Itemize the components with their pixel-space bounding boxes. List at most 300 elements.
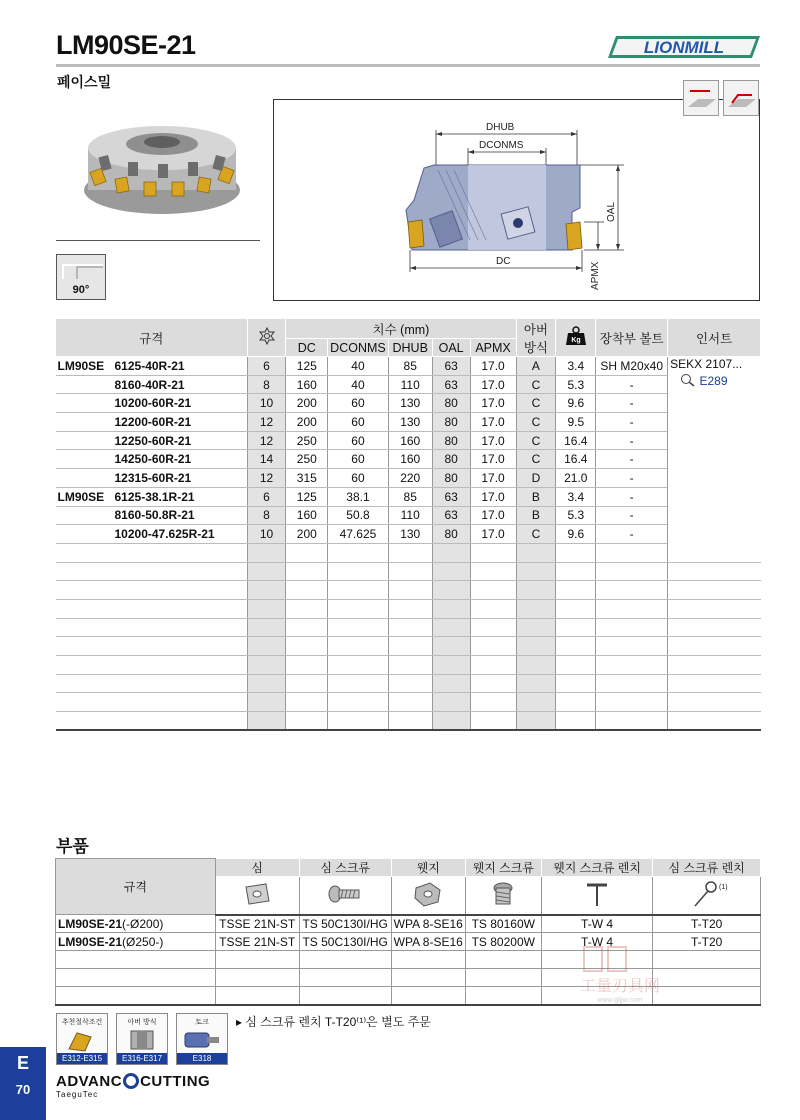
arbor-cell: C: [516, 450, 556, 469]
table-row: [56, 674, 761, 693]
kg-cell: 3.4: [556, 487, 596, 506]
apmx-cell: [470, 637, 516, 656]
oal-cell: [432, 712, 470, 731]
dconms-cell: [328, 712, 389, 731]
magnifier-icon: [680, 373, 696, 387]
oal-cell: [432, 674, 470, 693]
dhub-cell: [388, 618, 432, 637]
z-cell: [247, 599, 286, 618]
bolt-cell: -: [596, 525, 668, 544]
header-insert: 인서트: [668, 319, 761, 357]
designation-prefix: LM90SE: [57, 358, 105, 373]
designation-cell: [56, 712, 248, 731]
table-row: [56, 656, 761, 675]
designation-cell: [56, 413, 248, 432]
apmx-cell: [470, 599, 516, 618]
arbor-cell: C: [516, 394, 556, 413]
dhub-cell: [388, 656, 432, 675]
oal-cell: [432, 543, 470, 562]
oal-cell: 80: [432, 394, 470, 413]
dc-cell: 160: [286, 506, 328, 525]
insert-cell-empty: [668, 712, 761, 731]
insert-cell-empty: [668, 618, 761, 637]
bolt-cell: [596, 637, 668, 656]
wedge-cell: [391, 987, 465, 1005]
svg-text:(1): (1): [718, 883, 728, 891]
parts-header-shim-screw: 심 스크류: [299, 859, 391, 877]
oal-cell: 63: [432, 506, 470, 525]
dhub-cell: 85: [388, 487, 432, 506]
designation-cell: [56, 637, 248, 656]
designation-code: 8160-50.8R-21: [114, 508, 195, 523]
header-apmx: APMX: [470, 339, 516, 357]
dc-cell: 125: [286, 357, 328, 376]
parts-designation-cell: [56, 951, 216, 969]
watermark-logo: [540, 945, 700, 1005]
badge-label: 추천절삭조건: [61, 1019, 103, 1026]
z-cell: 6: [247, 357, 286, 376]
arbor-cell: [516, 599, 556, 618]
parts-designation-cell: [56, 915, 216, 933]
parts-header-designation: 규격: [56, 859, 216, 915]
oal-cell: 80: [432, 413, 470, 432]
parts-name: LM90SE-21: [58, 934, 123, 949]
arbor-cell: C: [516, 431, 556, 450]
dconms-cell: 47.625: [328, 525, 389, 544]
parts-header-shim: 심: [215, 859, 299, 877]
kg-cell: 16.4: [556, 450, 596, 469]
shim-screw-cell: TS 50C130I/HG: [299, 933, 391, 951]
z-cell: [247, 712, 286, 731]
badge-ref: E318: [177, 1053, 227, 1064]
designation-cell: [56, 431, 248, 450]
dhub-cell: [388, 562, 432, 581]
z-cell: [247, 543, 286, 562]
dconms-cell: 40: [328, 357, 389, 376]
shim-wrench-cell: T-T20: [653, 915, 761, 933]
kg-cell: [556, 562, 596, 581]
table-row: [56, 637, 761, 656]
footer-brand: [56, 1073, 210, 1099]
wedge-screw-cell: TS 80160W: [465, 915, 541, 933]
page-title: LM90SE-21: [56, 30, 196, 60]
dhub-cell: [388, 637, 432, 656]
designation-cell: [56, 525, 248, 544]
dconms-cell: [328, 562, 389, 581]
dc-cell: 200: [286, 413, 328, 432]
bolt-cell: [596, 693, 668, 712]
arbor-icon: [117, 1027, 167, 1053]
badge-label: 토크: [195, 1019, 209, 1026]
apmx-cell: 17.0: [470, 394, 516, 413]
shim-cell: [215, 969, 299, 987]
designation-cell: [56, 450, 248, 469]
t-wrench-icon: [541, 877, 653, 915]
oal-cell: [432, 618, 470, 637]
page-subtitle: 페이스밀: [57, 74, 112, 90]
designation-cell: [56, 506, 248, 525]
designation-cell: [56, 674, 248, 693]
dhub-cell: [388, 674, 432, 693]
insert-cell-empty: [668, 599, 761, 618]
dhub-cell: 110: [388, 375, 432, 394]
bolt-cell: -: [596, 469, 668, 488]
bolt-cell: -: [596, 413, 668, 432]
z-cell: [247, 656, 286, 675]
parts-range: (Ø250-): [122, 934, 164, 949]
shim-cell: [215, 951, 299, 969]
oal-cell: 63: [432, 487, 470, 506]
wedge-screw-cell: [465, 969, 541, 987]
insert-name: SEKX 2107...: [670, 357, 743, 371]
apmx-cell: [470, 618, 516, 637]
shim-screw-icon: [299, 877, 391, 915]
header-dimensions: 치수 (mm): [286, 319, 516, 339]
dconms-cell: 60: [328, 394, 389, 413]
parts-designation-cell: [56, 933, 216, 951]
designation-cell: [56, 656, 248, 675]
dconms-cell: [328, 599, 389, 618]
table-row: [56, 375, 761, 394]
shim-cell: [215, 987, 299, 1005]
kg-cell: 9.5: [556, 413, 596, 432]
dhub-cell: 130: [388, 394, 432, 413]
insert-cell: [668, 357, 761, 544]
arbor-cell: [516, 562, 556, 581]
kg-cell: [556, 712, 596, 731]
dc-cell: [286, 637, 328, 656]
dc-cell: [286, 693, 328, 712]
arbor-cell: B: [516, 487, 556, 506]
dc-cell: [286, 581, 328, 600]
designation-code: 6125-40R-21: [114, 358, 185, 373]
header-dc: DC: [286, 339, 328, 357]
oal-cell: [432, 599, 470, 618]
table-row: [56, 394, 761, 413]
dhub-cell: [388, 543, 432, 562]
oal-cell: 63: [432, 375, 470, 394]
insert-cell-empty: [668, 562, 761, 581]
bolt-cell: [596, 543, 668, 562]
bolt-cell: -: [596, 394, 668, 413]
dc-cell: [286, 656, 328, 675]
parts-row: [56, 915, 761, 933]
oal-cell: [432, 693, 470, 712]
kg-cell: [556, 693, 596, 712]
designation-cell: [56, 581, 248, 600]
insert-cell-empty: [668, 543, 761, 562]
dc-cell: [286, 618, 328, 637]
dconms-cell: 60: [328, 413, 389, 432]
parts-designation-cell: [56, 969, 216, 987]
dim-apmx-label: APMX: [590, 261, 601, 290]
dhub-cell: [388, 599, 432, 618]
apmx-cell: 17.0: [470, 357, 516, 376]
dim-dc-label: DC: [496, 256, 511, 267]
header-mounting-bolt: 장착부 볼트: [596, 319, 668, 357]
header-dhub: DHUB: [388, 339, 432, 357]
designation-code: 6125-38.1R-21: [114, 489, 195, 504]
table-row: [56, 450, 761, 469]
wedge-cell: WPA 8-SE16: [391, 915, 465, 933]
designation-cell: [56, 618, 248, 637]
dconms-cell: 60: [328, 431, 389, 450]
designation-cell: [56, 562, 248, 581]
cutting-conditions-icon: [57, 1027, 107, 1053]
dc-cell: [286, 712, 328, 731]
torque-wrench-icon: [177, 1027, 227, 1053]
table-row: [56, 543, 761, 562]
wedge-wrench-cell: T-W 4: [541, 933, 653, 951]
svg-text:www.gljjw.com: www.gljjw.com: [597, 997, 643, 1004]
tool-photo: [80, 108, 245, 218]
oal-cell: [432, 562, 470, 581]
bolt-cell: -: [596, 450, 668, 469]
specification-rows: [56, 357, 761, 731]
table-row: [56, 413, 761, 432]
bolt-cell: [596, 562, 668, 581]
dc-cell: [286, 674, 328, 693]
oal-cell: 80: [432, 469, 470, 488]
dc-cell: 160: [286, 375, 328, 394]
table-row: [56, 562, 761, 581]
dhub-cell: [388, 712, 432, 731]
designation-code: 12315-60R-21: [114, 470, 192, 485]
oal-cell: 80: [432, 525, 470, 544]
insert-cell-empty: [668, 674, 761, 693]
kg-cell: 5.3: [556, 506, 596, 525]
arbor-cell: C: [516, 375, 556, 394]
badge-torque[interactable]: [176, 1013, 228, 1065]
z-cell: 12: [247, 413, 286, 432]
bolt-cell: [596, 618, 668, 637]
arbor-cell: D: [516, 469, 556, 488]
z-cell: [247, 674, 286, 693]
badge-label: 아버 방식: [127, 1019, 157, 1026]
designation-cell: [56, 487, 248, 506]
designation-cell: [56, 375, 248, 394]
kg-cell: [556, 656, 596, 675]
kg-cell: [556, 543, 596, 562]
header-designation: 규격: [56, 319, 248, 357]
page-number: 70: [15, 1082, 31, 1097]
apmx-cell: [470, 581, 516, 600]
dim-dhub-label: DHUB: [486, 122, 515, 133]
insert-ref: E289: [699, 374, 728, 388]
dconms-cell: 60: [328, 450, 389, 469]
dc-cell: [286, 543, 328, 562]
oal-cell: [432, 656, 470, 675]
dc-cell: [286, 599, 328, 618]
arbor-cell: [516, 712, 556, 731]
parts-header-shim-screw-wrench: 심 스크류 렌치: [653, 859, 761, 877]
table-row: [56, 712, 761, 731]
oal-cell: 80: [432, 450, 470, 469]
dim-oal-label: OAL: [606, 201, 617, 222]
badge-cutting-conditions[interactable]: [56, 1013, 108, 1065]
apmx-cell: 17.0: [470, 450, 516, 469]
dhub-cell: 220: [388, 469, 432, 488]
shim-cell: TSSE 21N-ST: [215, 933, 299, 951]
kg-cell: 21.0: [556, 469, 596, 488]
table-row: [56, 487, 761, 506]
designation-cell: [56, 599, 248, 618]
z-cell: [247, 581, 286, 600]
insert-ref-link[interactable]: [670, 373, 758, 388]
z-cell: 10: [247, 525, 286, 544]
designation-code: 12250-60R-21: [114, 433, 192, 448]
parts-header-wedge-screw: 웻지 스크류: [465, 859, 541, 877]
apmx-cell: [470, 712, 516, 731]
bolt-cell: [596, 712, 668, 731]
z-cell: [247, 693, 286, 712]
oal-cell: 80: [432, 431, 470, 450]
badge-arbor-type[interactable]: [116, 1013, 168, 1065]
face-milling-mode-icon: [683, 80, 719, 116]
lionmill-logo: [604, 32, 764, 62]
bolt-cell: [596, 581, 668, 600]
svg-text:工量刃具网: 工量刃具网: [579, 978, 661, 995]
bolt-cell: [596, 674, 668, 693]
approach-angle-label: 90°: [72, 284, 90, 296]
arbor-cell: [516, 674, 556, 693]
bolt-cell: -: [596, 506, 668, 525]
wedge-icon: [391, 877, 465, 915]
dc-cell: [286, 562, 328, 581]
dconms-cell: [328, 656, 389, 675]
kg-cell: [556, 637, 596, 656]
cutter-drawing: [274, 100, 761, 302]
z-cell: 6: [247, 487, 286, 506]
wedge-screw-icon: [465, 877, 541, 915]
dhub-cell: 160: [388, 450, 432, 469]
oal-cell: [432, 637, 470, 656]
dc-cell: 250: [286, 450, 328, 469]
bolt-cell: -: [596, 431, 668, 450]
photo-divider: [56, 240, 260, 241]
kg-cell: [556, 581, 596, 600]
parts-name: LM90SE-21: [58, 916, 123, 931]
header-dconms: DCONMS: [328, 339, 389, 357]
arbor-cell: [516, 656, 556, 675]
apmx-cell: [470, 656, 516, 675]
wedge-screw-cell: [465, 987, 541, 1005]
dconms-cell: [328, 543, 389, 562]
designation-cell: [56, 357, 248, 376]
table-row: [56, 599, 761, 618]
footer-company: TaeguTec: [56, 1090, 99, 1099]
dconms-cell: [328, 674, 389, 693]
dhub-cell: 110: [388, 506, 432, 525]
dc-cell: 200: [286, 525, 328, 544]
apmx-cell: 17.0: [470, 375, 516, 394]
oal-cell: 63: [432, 357, 470, 376]
dim-dconms-label: DCONMS: [479, 140, 524, 151]
dconms-cell: [328, 581, 389, 600]
insert-cell-empty: [668, 581, 761, 600]
z-cell: 8: [247, 375, 286, 394]
cutter-teeth-icon: [258, 327, 276, 345]
insert-cell-empty: [668, 656, 761, 675]
apmx-cell: 17.0: [470, 431, 516, 450]
e-swirl-icon: [123, 1073, 139, 1089]
table-row: [56, 431, 761, 450]
apmx-cell: 17.0: [470, 525, 516, 544]
header-oal: OAL: [432, 339, 470, 357]
parts-header-wedge-screw-wrench: 웻지 스크류 렌치: [541, 859, 653, 877]
kg-cell: 9.6: [556, 525, 596, 544]
bolt-cell: -: [596, 375, 668, 394]
designation-cell: [56, 394, 248, 413]
dconms-cell: [328, 637, 389, 656]
parts-range: (-Ø200): [122, 916, 164, 931]
kg-cell: 3.4: [556, 357, 596, 376]
shim-screw-cell: [299, 951, 391, 969]
z-cell: 12: [247, 469, 286, 488]
z-cell: [247, 618, 286, 637]
weight-icon: [565, 326, 587, 346]
dconms-cell: [328, 618, 389, 637]
dc-cell: 200: [286, 394, 328, 413]
designation-code: 8160-40R-21: [114, 377, 185, 392]
page-tab: [0, 1047, 46, 1120]
shim-screw-cell: TS 50C130I/HG: [299, 915, 391, 933]
wedge-cell: [391, 951, 465, 969]
dhub-cell: [388, 693, 432, 712]
wedge-screw-cell: TS 80200W: [465, 933, 541, 951]
table-row: [56, 693, 761, 712]
dconms-cell: 50.8: [328, 506, 389, 525]
z-cell: [247, 637, 286, 656]
arbor-cell: [516, 618, 556, 637]
arbor-cell: [516, 693, 556, 712]
dhub-cell: 130: [388, 525, 432, 544]
apmx-cell: 17.0: [470, 413, 516, 432]
insert-cell-empty: [668, 637, 761, 656]
table-row: [56, 506, 761, 525]
header-teeth: [247, 319, 286, 357]
bolt-cell: SH M20x40: [596, 357, 668, 376]
dconms-cell: 60: [328, 469, 389, 488]
designation-code: 10200-47.625R-21: [114, 527, 215, 542]
header-weight: [556, 319, 596, 357]
parts-title: 부품: [56, 837, 89, 856]
header-arbor-line1: 아버: [523, 322, 548, 337]
header-arbor-line2: 방식: [523, 340, 548, 355]
bolt-cell: [596, 656, 668, 675]
technical-drawing: [273, 99, 760, 301]
shim-cell: TSSE 21N-ST: [215, 915, 299, 933]
dconms-cell: 40: [328, 375, 389, 394]
torx-wrench-icon: [653, 877, 761, 915]
bolt-cell: [596, 599, 668, 618]
badge-ref: E312-E315: [57, 1053, 107, 1064]
z-cell: 10: [247, 394, 286, 413]
title-divider: [56, 64, 760, 67]
wedge-cell: WPA 8-SE16: [391, 933, 465, 951]
kg-cell: [556, 618, 596, 637]
kg-cell: 5.3: [556, 375, 596, 394]
dhub-cell: [388, 581, 432, 600]
dhub-cell: 160: [388, 431, 432, 450]
arbor-cell: [516, 581, 556, 600]
z-cell: 8: [247, 506, 286, 525]
footer-brand-a: ADVANC: [56, 1073, 123, 1090]
parts-header-wedge: 웻지: [391, 859, 465, 877]
shoulder-milling-mode-icon: [723, 80, 759, 116]
parts-designation-cell: [56, 987, 216, 1005]
designation-code: 14250-60R-21: [114, 452, 192, 467]
